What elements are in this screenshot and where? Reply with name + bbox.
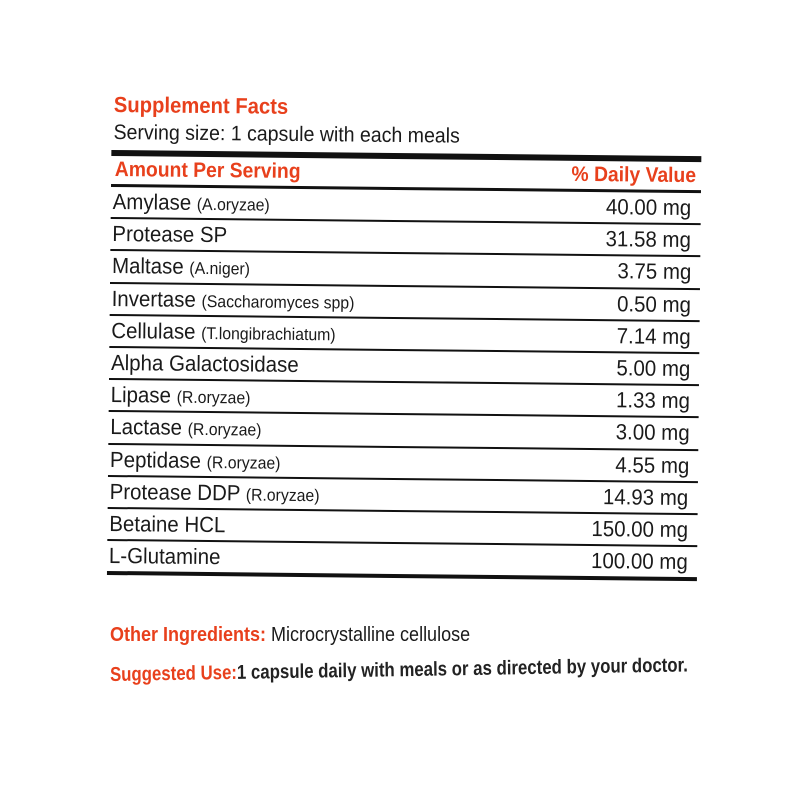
nutrient-table: [107, 187, 701, 581]
supplement-facts-panel: [107, 92, 702, 581]
ingredient-name: [108, 414, 261, 442]
ingredient-name: [107, 543, 221, 570]
ingredient-source: (R.oryzae): [176, 387, 251, 408]
ingredient-source: (R.oryzae): [187, 420, 262, 440]
ingredient-amount: 150.00 mg: [591, 516, 689, 543]
ingredient-label: Amylase: [112, 189, 192, 215]
ingredient-amount: 40.00 mg: [606, 194, 692, 221]
ingredient-label: Betaine HCL: [109, 510, 226, 538]
ingredient-amount: 100.00 mg: [590, 548, 688, 575]
daily-value-heading: % Daily Value: [570, 162, 696, 188]
serving-size: Serving size: 1 capsule with each meals: [113, 121, 460, 148]
ingredient-amount: 0.50 mg: [616, 290, 691, 317]
ingredient-label: L-Glutamine: [108, 543, 221, 570]
ingredient-name: [110, 221, 227, 248]
ingredient-amount: 1.33 mg: [615, 387, 690, 414]
ingredient-name: [109, 382, 251, 409]
ingredient-name: [109, 350, 299, 378]
suggested-use: [110, 654, 688, 687]
ingredient-name: [109, 318, 335, 346]
amount-per-serving-heading: Amount Per Serving: [114, 158, 301, 183]
ingredient-label: Maltase: [111, 253, 184, 280]
ingredient-label: Cellulase: [111, 317, 196, 344]
ingredient-amount: 3.00 mg: [615, 419, 690, 446]
ingredient-name: [110, 253, 250, 280]
ingredient-amount: 5.00 mg: [615, 355, 690, 382]
ingredient-label: Lactase: [110, 414, 183, 441]
ingredient-amount: 4.55 mg: [614, 451, 689, 478]
ingredient-name: [108, 447, 281, 475]
ingredient-amount: 31.58 mg: [605, 226, 692, 253]
table-row: [107, 541, 697, 581]
panel-title: Supplement Facts: [113, 92, 289, 119]
other-ingredients: [110, 624, 470, 647]
ingredient-name: [107, 511, 225, 538]
ingredient-source: (Saccharomyces spp): [201, 291, 355, 313]
ingredient-amount: 14.93 mg: [603, 483, 689, 510]
ingredient-source: (T.longibrachiatum): [201, 323, 336, 345]
ingredient-label: Protease SP: [112, 221, 228, 248]
ingredient-name: [108, 479, 320, 507]
ingredient-source: (R.oryzae): [245, 485, 320, 505]
ingredient-source: (A.niger): [189, 259, 251, 279]
other-ingredients-label: Other Ingredients:: [110, 624, 267, 646]
ingredient-amount: 7.14 mg: [616, 323, 691, 349]
ingredient-label: Peptidase: [109, 446, 202, 473]
other-ingredients-value: Microcrystalline cellulose: [271, 624, 471, 646]
ingredient-source: (A.oryzae): [196, 194, 270, 215]
ingredient-label: Protease DDP: [109, 478, 241, 506]
ingredient-label: Invertase: [111, 285, 196, 312]
ingredient-label: Lipase: [110, 382, 172, 408]
ingredient-source: (R.oryzae): [206, 452, 281, 473]
ingredient-label: Alpha Galactosidase: [110, 350, 299, 378]
ingredient-name: [110, 286, 355, 315]
ingredient-name: [111, 189, 270, 217]
suggested-use-value: 1 capsule daily with meals or as directed by your doctor.: [236, 654, 688, 684]
ingredient-amount: 3.75 mg: [616, 258, 691, 285]
suggested-use-label: Suggested Use:: [109, 661, 238, 686]
